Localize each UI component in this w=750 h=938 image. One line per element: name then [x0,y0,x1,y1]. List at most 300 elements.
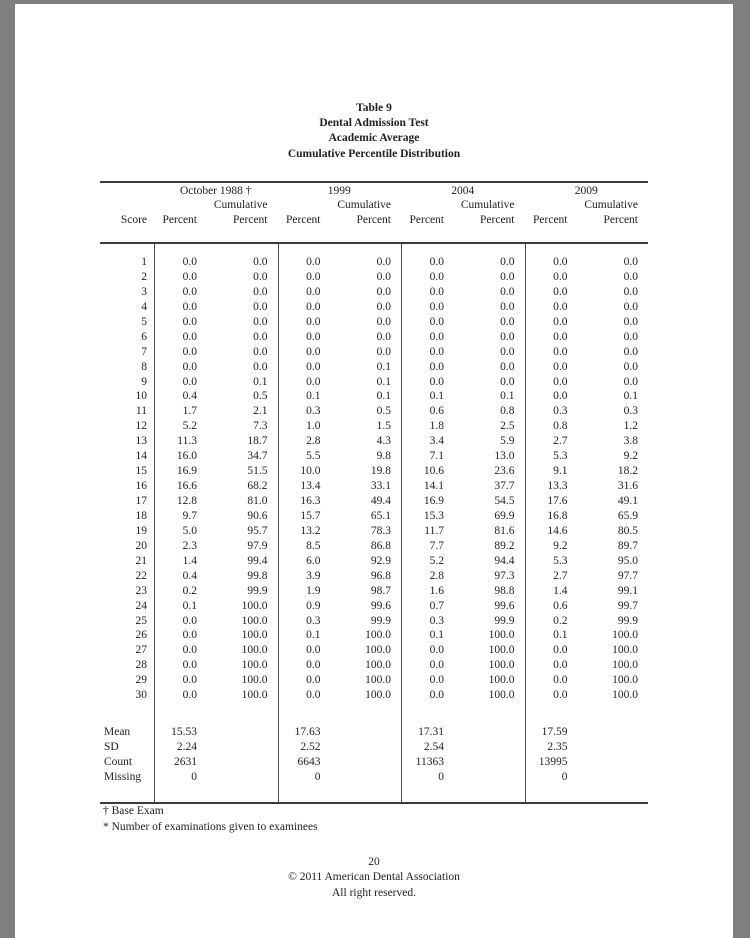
title-line-table-number: Table 9 [356,102,392,114]
cumulative-cell: 100.0 [488,644,515,657]
score-cell: 24 [135,599,147,612]
column-divider [154,244,155,802]
score-cell: 30 [135,689,147,702]
cumulative-cell: 0.1 [623,390,638,403]
table-row [100,464,648,479]
percent-cell: 0.7 [429,599,444,612]
percent-cell: 1.7 [182,405,197,418]
score-cell: 22 [135,569,147,582]
percent-cell: 0.0 [553,256,568,268]
cumulative-cell: 9.2 [623,450,638,463]
percent-cell: 0.0 [553,270,568,283]
cumulative-cell: 0.0 [623,256,638,268]
percent-cell: 9.7 [182,509,197,522]
cumulative-cell: 0.0 [500,375,515,388]
percent-cell: 0.1 [429,390,444,403]
cumulative-cell: 0.0 [500,360,515,373]
table-row [100,360,648,375]
table-row [100,673,648,688]
percent-cell: 0.3 [306,614,321,627]
cumulative-cell: 9.8 [376,450,391,463]
percent-cell: 0.1 [306,390,321,403]
summary-value: 2.54 [423,741,444,754]
table-row [100,375,648,390]
percent-cell: 0.0 [553,330,568,343]
cumulative-cell: 3.8 [623,435,638,448]
summary-value: 2.35 [547,741,568,754]
percent-cell: 0.0 [429,256,444,268]
percent-cell: 0.0 [182,270,197,283]
cumulative-cell: 0.0 [500,315,515,328]
score-cell: 3 [141,285,147,298]
cumulative-cell: 0.0 [376,300,391,313]
percent-header: Percent [409,214,444,226]
cumulative-cell: 0.0 [500,256,515,268]
percent-cell: 0.4 [182,569,197,582]
title-line-section: Academic Average [328,132,420,145]
percent-cell: 0.1 [429,629,444,642]
percent-cell: 0.0 [306,315,321,328]
cumulative-cell: 81.6 [494,524,515,537]
percent-cell: 16.6 [176,480,197,493]
percent-cell: 0.0 [306,345,321,358]
summary-value: 17.31 [418,726,444,739]
document-page [15,4,733,938]
percent-cell: 0.0 [429,270,444,283]
percent-cell: 0.2 [182,584,197,597]
percent-cell: 0.0 [553,375,568,388]
cumulative-cell: 23.6 [494,465,515,478]
table-row [100,688,648,703]
cumulative-cell: 100.0 [612,689,638,702]
percent-cell: 0.0 [182,256,197,268]
percent-cell: 0.0 [553,315,568,328]
summary-label: Mean [104,726,131,739]
cumulative-cell: 0.1 [376,390,391,403]
cumulative-cell: 99.9 [617,614,638,627]
score-cell: 21 [135,554,147,567]
group-header-1999: 1999 [327,185,351,197]
summary-value: 2.52 [300,741,321,754]
cumulative-cell: 65.1 [370,509,391,522]
cumulative-cell: 100.0 [241,614,268,627]
percent-cell: 0.4 [182,390,197,403]
cumulative-cell: 89.2 [494,539,515,552]
percent-cell: 0.0 [182,629,197,642]
score-cell: 20 [135,539,147,552]
cumulative-cell: 49.4 [370,495,391,507]
footnotes [103,803,318,836]
percent-cell: 1.4 [553,584,568,597]
percent-cell: 0.8 [553,420,568,433]
cumulative-cell: 97.7 [617,569,638,582]
cumulative-cell: 100.0 [488,689,515,702]
cumulative-percent-header: Percent [233,214,268,226]
cumulative-cell: 0.0 [623,270,638,283]
score-cell: 23 [135,584,147,597]
percent-cell: 17.6 [547,495,568,507]
page-number: 20 [368,856,380,868]
percent-cell: 0.0 [182,674,197,687]
column-header-row [100,213,648,227]
table-row [100,255,648,270]
cumulative-cell: 100.0 [241,674,268,687]
percent-cell: 1.4 [182,554,197,567]
table-row [100,554,648,569]
percent-cell: 10.0 [300,465,321,478]
table-row [100,509,648,524]
percent-cell: 0.3 [429,614,444,627]
percent-cell: 0.0 [182,300,197,313]
score-cell: 8 [141,360,147,373]
percent-cell: 0.0 [553,674,568,687]
cumulative-cell: 0.5 [376,405,391,418]
percent-cell: 14.6 [547,524,568,537]
percent-header: Percent [286,214,321,226]
cumulative-cell: 37.7 [494,480,515,493]
score-cell: 11 [135,405,147,418]
cumulative-cell: 100.0 [612,629,638,642]
cumulative-cell: 0.1 [376,360,391,373]
percent-cell: 0.0 [553,390,568,403]
cumulative-cell: 19.8 [370,465,391,478]
cumulative-cell: 68.2 [247,480,268,493]
cumulative-cell: 99.1 [617,584,638,597]
column-divider [525,244,526,802]
summary-row [100,755,648,770]
percent-cell: 2.7 [553,435,568,448]
cumulative-cell: 0.0 [376,315,391,328]
percent-cell: 3.4 [429,435,444,448]
cumulative-cell: 0.0 [500,300,515,313]
group-header-2004: 2004 [451,185,475,197]
table-row [100,434,648,449]
footnote-base-exam: † Base Exam [103,805,164,817]
percent-cell: 5.3 [553,450,568,463]
percent-cell: 0.0 [553,300,568,313]
percent-cell: 15.7 [300,509,321,522]
cumulative-cell: 1.5 [376,420,391,433]
cumulative-cell: 86.8 [370,539,391,552]
percent-cell: 0.0 [182,644,197,657]
cumulative-cell: 0.0 [376,345,391,358]
summary-value: 13995 [538,756,568,769]
table-row [100,628,648,643]
cumulative-cell: 90.6 [247,509,268,522]
percent-cell: 0.0 [182,614,197,627]
table-row [100,419,648,434]
cumulative-percent-header: Percent [480,214,515,226]
cumulative-cell: 100.0 [612,674,638,687]
score-cell: 7 [141,345,147,358]
summary-value: 2.24 [176,741,197,754]
cumulative-cell: 0.0 [253,360,268,373]
percent-cell: 0.1 [553,629,568,642]
percent-cell: 16.3 [300,495,321,507]
percent-cell: 5.3 [553,554,568,567]
percent-cell: 2.7 [553,569,568,582]
percent-cell: 1.6 [429,584,444,597]
table-row [100,569,648,584]
cumulative-cell: 0.0 [623,345,638,358]
table-row [100,449,648,464]
cumulative-cell: 100.0 [365,629,391,642]
cumulative-cell: 99.4 [247,554,268,567]
summary-value: 11363 [415,756,444,769]
percent-cell: 2.3 [182,539,197,552]
score-cell: 5 [141,315,147,328]
percent-cell: 5.2 [182,420,197,433]
rights-line: All right reserved. [332,886,416,899]
cumulative-label: Cumulative [584,199,638,211]
percent-cell: 13.2 [300,524,321,537]
score-cell: 29 [135,674,147,687]
summary-label: Count [104,756,133,769]
table-row [100,494,648,509]
percentile-table [100,181,648,804]
cumulative-cell: 0.8 [500,405,515,418]
cumulative-cell: 0.0 [376,285,391,298]
percent-cell: 0.0 [306,330,321,343]
cumulative-cell: 4.3 [376,435,391,448]
percent-cell: 0.0 [306,256,321,268]
score-cell: 4 [141,300,147,313]
summary-gap [100,703,648,725]
cumulative-cell: 54.5 [494,495,515,507]
percent-cell: 0.0 [182,375,197,388]
percent-cell: 0.0 [553,689,568,702]
cumulative-cell: 18.7 [247,435,268,448]
cumulative-cell: 0.0 [623,315,638,328]
percent-cell: 0.0 [429,345,444,358]
cumulative-cell: 0.0 [253,256,268,268]
footnote-examinations: * Number of examinations given to examinees [103,821,318,834]
table-row [100,599,648,614]
percent-cell: 16.0 [176,450,197,463]
percent-cell: 0.0 [553,285,568,298]
score-header: Score [120,214,147,226]
group-header-row [100,184,648,198]
score-cell: 26 [135,629,147,642]
percent-cell: 0.2 [553,614,568,627]
percent-cell: 0.0 [553,659,568,672]
percent-cell: 0.1 [182,599,197,612]
percent-cell: 2.8 [306,435,321,448]
page-footer [15,855,733,901]
cumulative-cell: 0.0 [253,270,268,283]
summary-value: 15.53 [171,726,197,739]
percent-cell: 10.6 [423,465,444,478]
percent-cell: 0.0 [429,330,444,343]
cumulative-cell: 100.0 [241,629,268,642]
score-cell: 19 [135,524,147,537]
cumulative-cell: 1.2 [623,420,638,433]
percent-cell: 0.3 [553,405,568,418]
score-cell: 10 [135,390,147,403]
score-cell: 16 [135,480,147,493]
cumulative-cell: 0.0 [253,345,268,358]
percent-cell: 3.9 [306,569,321,582]
summary-row [100,740,648,755]
table-row [100,270,648,285]
copyright-line: © 2011 American Dental Association [288,871,460,884]
percent-cell: 16.8 [547,509,568,522]
column-divider [278,244,279,802]
table-row [100,389,648,404]
cumulative-cell: 100.0 [365,674,391,687]
summary-value: 0 [438,771,444,784]
cumulative-cell: 99.9 [370,614,391,627]
cumulative-cell: 100.0 [241,644,268,657]
score-cell: 13 [135,435,147,448]
percent-cell: 0.0 [553,345,568,358]
percent-cell: 13.3 [547,480,568,493]
percent-cell: 0.0 [306,689,321,702]
percent-cell: 0.0 [429,689,444,702]
cumulative-cell: 49.1 [617,495,638,507]
percent-cell: 0.0 [429,285,444,298]
table-row [100,404,648,419]
percent-cell: 0.0 [553,644,568,657]
cumulative-cell: 97.9 [247,539,268,552]
cumulative-cell: 100.0 [612,659,638,672]
cumulative-cell: 0.0 [623,300,638,313]
percent-cell: 8.5 [306,539,321,552]
percent-cell: 7.7 [429,539,444,552]
table-rows [100,255,648,703]
column-divider [401,244,402,802]
percent-cell: 15.3 [423,509,444,522]
cumulative-cell: 100.0 [241,599,268,612]
table-row [100,524,648,539]
percent-cell: 0.0 [306,375,321,388]
percent-cell: 1.9 [306,584,321,597]
score-cell: 1 [141,256,147,268]
cumulative-cell: 100.0 [365,659,391,672]
percent-cell: 0.6 [553,599,568,612]
percent-cell: 11.3 [177,435,197,448]
cumulative-cell: 0.0 [500,345,515,358]
cumulative-cell: 0.0 [253,300,268,313]
cumulative-cell: 99.6 [370,599,391,612]
percent-cell: 7.1 [429,450,444,463]
summary-rows [100,725,648,785]
cumulative-cell: 89.7 [617,539,638,552]
title-line-test-name: Dental Admission Test [319,117,429,130]
cumulative-cell: 34.7 [247,450,268,463]
cumulative-cell: 98.7 [370,584,391,597]
percent-cell: 0.0 [429,375,444,388]
cumulative-cell: 13.0 [494,450,515,463]
summary-value: 2631 [174,756,197,769]
summary-value: 17.59 [541,726,568,739]
group-header-oct-1988: October 1988 † [179,185,252,197]
percent-cell: 0.0 [182,345,197,358]
table-top-rule [100,181,648,183]
cumulative-cell: 0.0 [253,330,268,343]
table-row [100,643,648,658]
cumulative-cell: 78.3 [370,524,391,537]
group-header-2009: 2009 [574,185,598,197]
cumulative-cell: 0.0 [253,285,268,298]
cumulative-cell: 31.6 [617,480,638,493]
percent-cell: 0.0 [182,315,197,328]
cumulative-cell: 100.0 [488,674,515,687]
percent-cell: 11.7 [424,524,444,537]
percent-cell: 0.0 [306,285,321,298]
cumulative-cell: 92.9 [370,554,391,567]
percent-cell: 0.0 [306,300,321,313]
cumulative-cell: 96.8 [370,569,391,582]
cumulative-cell: 97.3 [494,569,515,582]
cumulative-cell: 0.0 [253,315,268,328]
percent-cell: 5.0 [182,524,197,537]
cumulative-cell: 2.5 [500,420,515,433]
cumulative-cell: 0.0 [376,270,391,283]
percent-cell: 0.0 [553,360,568,373]
percent-cell: 0.0 [306,270,321,283]
table-row [100,658,648,673]
cumulative-cell: 51.5 [247,465,268,478]
cumulative-header-row [100,198,648,212]
score-cell: 28 [135,659,147,672]
cumulative-cell: 0.0 [623,375,638,388]
cumulative-cell: 100.0 [488,659,515,672]
cumulative-cell: 99.9 [494,614,515,627]
score-cell: 18 [135,509,147,522]
percent-cell: 0.0 [306,644,321,657]
percent-cell: 0.0 [182,659,197,672]
percent-cell: 12.8 [176,495,197,507]
cumulative-cell: 99.6 [494,599,515,612]
percent-cell: 2.8 [429,569,444,582]
percent-cell: 9.2 [553,539,568,552]
cumulative-cell: 80.5 [617,524,638,537]
cumulative-percent-header: Percent [356,214,391,226]
cumulative-cell: 81.0 [247,495,268,507]
cumulative-cell: 65.9 [617,509,638,522]
table-row [100,285,648,300]
cumulative-cell: 95.0 [617,554,638,567]
percent-header: Percent [162,214,197,226]
title-line-distribution: Cumulative Percentile Distribution [287,147,461,160]
cumulative-label: Cumulative [213,199,268,211]
percent-cell: 0.0 [182,360,197,373]
percent-cell: 1.8 [429,420,444,433]
cumulative-cell: 100.0 [365,644,391,657]
cumulative-cell: 100.0 [241,659,268,672]
table-row [100,584,648,599]
cumulative-cell: 0.0 [500,285,515,298]
cumulative-cell: 99.9 [247,584,268,597]
cumulative-cell: 100.0 [365,689,391,702]
cumulative-cell: 99.7 [617,599,638,612]
table-row [100,539,648,554]
percent-cell: 0.9 [306,599,321,612]
percent-cell: 0.0 [182,285,197,298]
cumulative-cell: 99.8 [247,569,268,582]
cumulative-cell: 95.7 [247,524,268,537]
summary-value: 6643 [297,756,321,769]
percent-cell: 0.0 [306,360,321,373]
table-row [100,614,648,629]
cumulative-cell: 0.5 [253,390,268,403]
score-cell: 15 [135,465,147,478]
table-row [100,345,648,360]
summary-row [100,770,648,785]
score-cell: 17 [135,495,147,507]
cumulative-cell: 0.1 [500,390,515,403]
